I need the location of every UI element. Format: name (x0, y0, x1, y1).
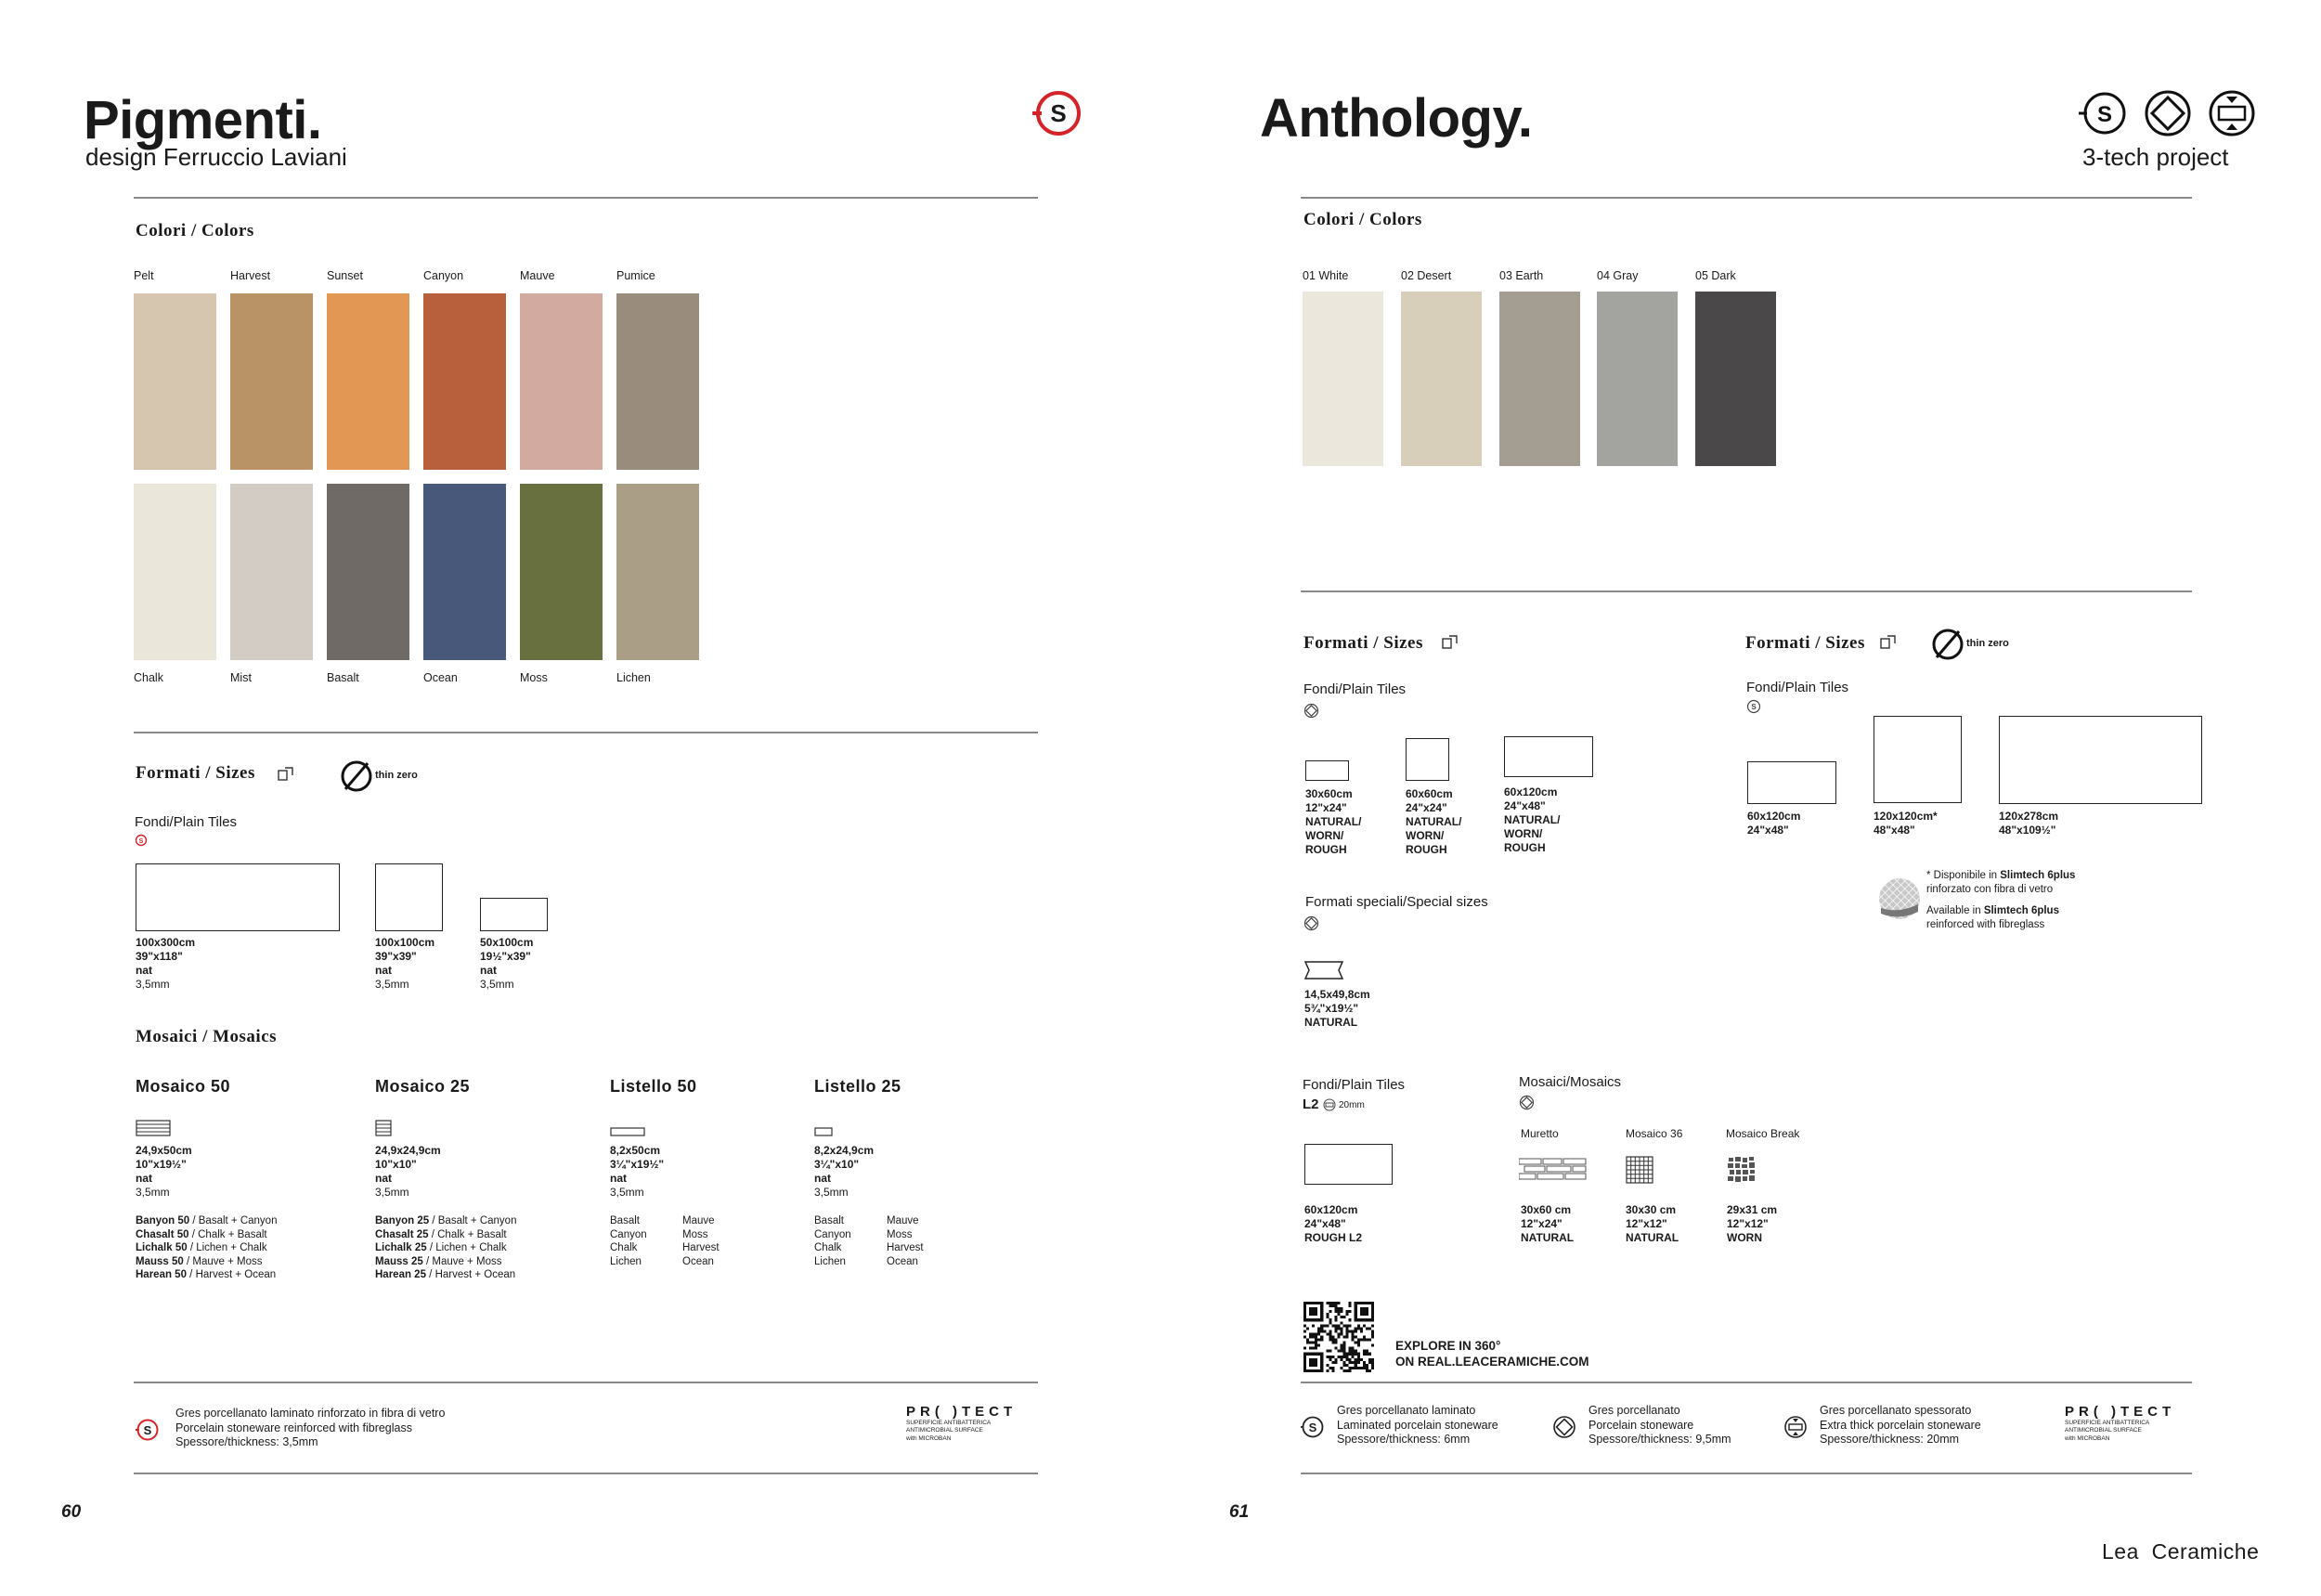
tile-shape (136, 863, 340, 931)
tile-shape (1406, 738, 1449, 781)
size-spec: 60x120cm 24"x48" (1747, 810, 1801, 837)
page-number: 61 (1229, 1502, 1250, 1522)
combo-row: Chasalt 50 / Chalk + Basalt (136, 1228, 267, 1240)
resize-icon (277, 765, 295, 784)
sizes-heading-b: Formati / Sizes (1745, 633, 1865, 653)
mosaic-icon (375, 1120, 392, 1136)
listello-colors: Mauve Moss Harvest Ocean (682, 1215, 720, 1267)
plain-tiles-label: Fondi/Plain Tiles (1746, 680, 1849, 695)
plain-tiles-label: Fondi/Plain Tiles (1303, 681, 1407, 697)
svg-text:S: S (1050, 99, 1067, 127)
tile-shape (1504, 736, 1593, 777)
tech-icons (2077, 89, 2259, 137)
page-number: 60 (61, 1502, 82, 1522)
divider (1301, 1473, 2192, 1474)
divider (1301, 197, 2192, 199)
resize-icon (1879, 633, 1898, 652)
footer-text: Gres porcellanato Porcelain stoneware Spessore/thickness: 9,5mm (1588, 1404, 1731, 1446)
swatch-label: Chalk (134, 671, 163, 684)
thin-zero-icon (1931, 628, 1964, 661)
fibreglass-icon (1877, 876, 1922, 921)
mosaic-size-spec: 24,9x24,9cm 10"x10" nat 3,5mm (375, 1144, 441, 1199)
swatch-label: Sunset (327, 269, 363, 282)
l2-label: L2 (1303, 1096, 1319, 1112)
slimtech-small-icon (135, 834, 148, 847)
mosaics-heading: Mosaici / Mosaics (136, 1027, 278, 1046)
l2-thickness: 20mm (1339, 1100, 1365, 1110)
color-swatch (1597, 292, 1678, 466)
swatch-label: Mist (230, 671, 252, 684)
divider (1301, 1382, 2192, 1383)
size-spec: 100x300cm 39"x118" nat 3,5mm (136, 936, 196, 991)
combo-row: Mauss 50 / Mauve + Moss (136, 1255, 263, 1267)
swatch-label: Pumice (616, 269, 655, 282)
mosaic-name: Muretto (1521, 1127, 1559, 1140)
l2-size: 60x120cm 24"x48" ROUGH L2 (1304, 1203, 1363, 1244)
tech-subtitle: 3-tech project (2082, 143, 2229, 171)
svg-text:S: S (1308, 1421, 1317, 1434)
color-swatch (327, 293, 409, 470)
plain-tiles-label: Fondi/Plain Tiles (135, 814, 238, 830)
extra-thick-icon (2211, 92, 2253, 135)
svg-text:S: S (138, 838, 144, 845)
color-swatch (1303, 292, 1383, 466)
listello-colors: Mauve Moss Harvest Ocean (887, 1215, 924, 1267)
mosaic-size-spec: 24,9x50cm 10"x19½" nat 3,5mm (136, 1144, 192, 1199)
footer-text: Gres porcellanato laminato Laminated porcelain stoneware Spessore/thickness: 6mm (1337, 1404, 1498, 1446)
color-swatch (1401, 292, 1482, 466)
color-swatch (616, 484, 699, 660)
color-swatch (616, 293, 699, 470)
mosaic-icon (610, 1127, 645, 1136)
tile-shape (1305, 760, 1349, 781)
protect-logo: PR( )TECT SUPERFICIE ANTIBATTERICA ANTIMICROBIAL SURFACE with MICROBAN (906, 1404, 1018, 1442)
color-swatch (1499, 292, 1580, 466)
combo-row: Banyon 50 / Basalt + Canyon (136, 1215, 278, 1226)
swatch-label: Ocean (423, 671, 458, 684)
page-title: Pigmenti. (84, 90, 322, 150)
combo-row: Lichalk 50 / Lichen + Chalk (136, 1242, 267, 1253)
color-swatch (230, 484, 313, 660)
swatch-label: Pelt (134, 269, 154, 282)
size-spec: 120x120cm* 48"x48" (1874, 810, 1938, 837)
porcelain-small-icon (1519, 1095, 1535, 1110)
special-size: 14,5x49,8cm 5¾"x19½" NATURAL (1304, 988, 1370, 1029)
divider (134, 197, 1038, 199)
combo-row: Chasalt 25 / Chalk + Basalt (375, 1228, 507, 1240)
availability-note: * Disponibile in Slimtech 6plus rinforzato con fibra di vetro Available in Slimtech 6plus reinforced with fibreglass (1926, 870, 2076, 930)
color-swatch (520, 293, 603, 470)
mosaic-combinations (136, 1214, 277, 1282)
mosaic-size-spec: 30x30 cm 12"x12" NATURAL (1626, 1203, 1679, 1244)
page-title: Anthology. (1260, 88, 1533, 149)
size-spec: 60x120cm 24"x48" NATURAL/ WORN/ ROUGH (1504, 785, 1561, 854)
color-swatch (134, 293, 216, 470)
porcelain-footer-icon (1552, 1415, 1576, 1439)
tile-shape (1304, 1144, 1393, 1185)
porcelain-small-icon (1303, 703, 1319, 719)
swatch-label: Harvest (230, 269, 271, 282)
slimtech-small-icon (1746, 699, 1761, 714)
mosaic-name: Listello 50 (610, 1077, 697, 1096)
mosaic-icon (136, 1120, 171, 1136)
color-swatch (423, 293, 506, 470)
mosaico-36-icon (1626, 1156, 1653, 1184)
thin-zero-label: thin zero (375, 770, 418, 781)
swatch-label: 01 White (1303, 269, 1349, 282)
footer-text: Gres porcellanato laminato rinforzato in fibra di vetro Porcelain stoneware reinforced with fibreglass Spessore/thickness: 3,5mm (175, 1407, 446, 1448)
svg-text:S: S (143, 1423, 152, 1437)
slimtech-footer-icon (136, 1418, 160, 1442)
porcelain-icon (2146, 92, 2189, 135)
mosaic-name: Mosaico 25 (375, 1077, 471, 1096)
swatch-label: Moss (520, 671, 548, 684)
mosaic-size-spec: 30x60 cm 12"x24" NATURAL (1521, 1203, 1575, 1244)
swatch-label: Basalt (327, 671, 359, 684)
extra-thick-footer-icon (1783, 1415, 1808, 1439)
svg-text:S: S (1751, 703, 1757, 711)
combo-row: Harean 25 / Harvest + Ocean (375, 1269, 516, 1280)
swatch-label: Mauve (520, 269, 555, 282)
size-spec: 60x60cm 24"x24" NATURAL/ WORN/ ROUGH (1406, 787, 1462, 856)
mosaic-size-spec: 8,2x24,9cm 3¼"x10" nat 3,5mm (814, 1144, 875, 1199)
extra-thick-small-icon (1323, 1098, 1336, 1111)
slimtech-logo-icon (1031, 87, 1083, 139)
protect-logo: PR( )TECT SUPERFICIE ANTIBATTERICA ANTIMICROBIAL SURFACE with MICROBAN (2065, 1404, 2176, 1442)
size-spec: 50x100cm 19½"x39" nat 3,5mm (480, 936, 534, 991)
l2-plain-tiles-label: Fondi/Plain Tiles (1303, 1077, 1406, 1093)
mosaico-break-icon (1727, 1156, 1757, 1184)
divider (1301, 590, 2192, 592)
mosaics-heading: Mosaici/Mosaics (1519, 1074, 1622, 1090)
divider (134, 1473, 1038, 1474)
explore-360-link[interactable]: EXPLORE IN 360° ON REAL.LEACERAMICHE.COM (1395, 1339, 1589, 1369)
color-swatch (1695, 292, 1776, 466)
color-swatch (230, 293, 313, 470)
slimtech-footer-icon (1301, 1415, 1325, 1439)
color-swatch (423, 484, 506, 660)
swatch-label: 05 Dark (1695, 269, 1736, 282)
muretto-icon (1519, 1157, 1588, 1185)
tile-shape (375, 863, 443, 931)
listello-colors: Basalt Canyon Chalk Lichen (814, 1215, 851, 1267)
size-spec: 100x100cm 39"x39" nat 3,5mm (375, 936, 435, 991)
svg-text:S: S (2096, 102, 2113, 127)
qr-code-icon[interactable] (1303, 1302, 1374, 1372)
color-swatch (327, 484, 409, 660)
tile-shape (1747, 761, 1836, 804)
color-swatch (520, 484, 603, 660)
divider (134, 732, 1038, 733)
thin-zero-label: thin zero (1966, 638, 2009, 649)
slimtech-icon (2079, 94, 2124, 133)
mosaic-name: Mosaico Break (1726, 1127, 1800, 1140)
size-spec: 120x278cm 48"x109½" (1999, 810, 2059, 837)
designer-credit: design Ferruccio Laviani (85, 143, 347, 171)
swatch-label: 03 Earth (1499, 269, 1544, 282)
swatch-label: 04 Gray (1597, 269, 1639, 282)
size-spec: 30x60cm 12"x24" NATURAL/ WORN/ ROUGH (1305, 787, 1362, 856)
mosaic-size-spec: 8,2x50cm 3¼"x19½" nat 3,5mm (610, 1144, 665, 1199)
footer-text: Gres porcellanato spessorato Extra thick porcelain stoneware Spessore/thickness: 20mm (1820, 1404, 1981, 1446)
mosaic-name: Mosaico 50 (136, 1077, 231, 1096)
color-swatch (134, 484, 216, 660)
combo-row: Mauss 25 / Mauve + Moss (375, 1255, 502, 1267)
tile-shape (1874, 716, 1962, 803)
colors-heading: Colori / Colors (136, 221, 254, 240)
sizes-heading: Formati / Sizes (136, 763, 255, 783)
special-sizes-heading: Formati speciali/Special sizes (1305, 894, 1488, 910)
colors-heading: Colori / Colors (1303, 210, 1422, 229)
swatch-label: Canyon (423, 269, 464, 282)
mosaic-icon (814, 1127, 833, 1136)
swatch-label: 02 Desert (1401, 269, 1452, 282)
listello-colors: Basalt Canyon Chalk Lichen (610, 1215, 647, 1267)
combo-row: Banyon 25 / Basalt + Canyon (375, 1215, 517, 1226)
thin-zero-icon (340, 759, 373, 793)
mosaic-name: Mosaico 36 (1626, 1127, 1683, 1140)
divider (134, 1382, 1038, 1383)
mosaic-name: Listello 25 (814, 1077, 901, 1096)
porcelain-small-icon (1303, 915, 1319, 931)
brand-logo: Lea Ceramiche (2102, 1539, 2260, 1564)
resize-icon (1441, 633, 1459, 652)
chevron-tile-icon (1303, 960, 1344, 980)
mosaic-combinations (375, 1214, 516, 1282)
tile-shape (1999, 716, 2202, 804)
mosaic-size-spec: 29x31 cm 12"x12" WORN (1727, 1203, 1778, 1244)
sizes-heading: Formati / Sizes (1303, 633, 1423, 653)
combo-row: Harean 50 / Harvest + Ocean (136, 1269, 277, 1280)
swatch-label: Lichen (616, 671, 651, 684)
combo-row: Lichalk 25 / Lichen + Chalk (375, 1242, 507, 1253)
tile-shape (480, 898, 548, 931)
